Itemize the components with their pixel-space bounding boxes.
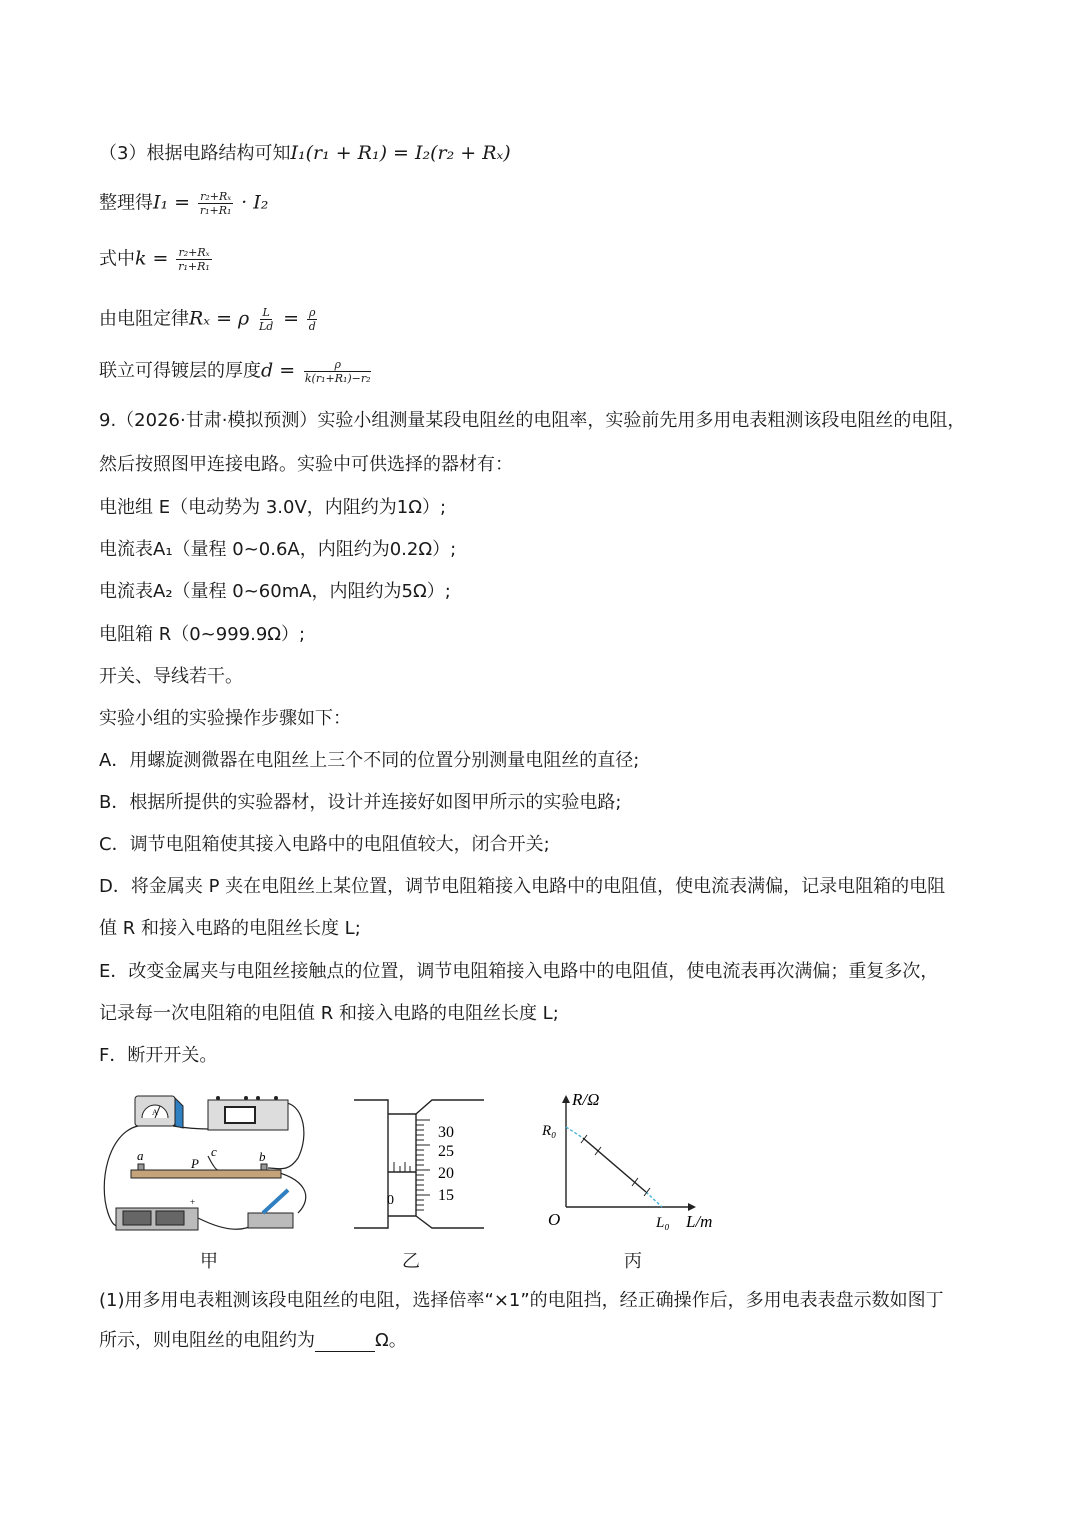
subquestion-1-line-2	[99, 1330, 407, 1352]
law-fraction-2	[307, 306, 318, 333]
step-c: C．调节电阻箱使其接入电路中的电阻值较大，闭合开关;	[99, 834, 550, 855]
fraction-denominator: Ld	[258, 320, 274, 333]
figure-jia-circuit	[98, 1088, 318, 1238]
step-d-line-1: D．将金属夹 P 夹在电阻丝上某位置，调节电阻箱接入电路中的电阻值，使电流表满偏，记录电阻箱的电阻	[99, 876, 946, 897]
fit-line	[583, 1138, 646, 1192]
solution-step3-equation: I₁(r₁ + R₁) = I₂(r₂ + Rₓ)	[290, 142, 511, 164]
terminal-b-label: b	[259, 1149, 266, 1164]
solution-k-definition	[99, 246, 214, 273]
fraction-denominator: d	[308, 320, 316, 333]
equipment-ammeter-a2: 电流表A₂（量程 0~60mA，内阻约为5Ω）;	[99, 581, 451, 602]
equipment-resistance-box: 电阻箱 R（0~999.9Ω）;	[99, 624, 306, 645]
law-equals: =	[283, 307, 299, 330]
law-fraction-1	[257, 306, 275, 333]
k-prefix: 式中	[99, 248, 135, 270]
rearrange-prefix: 整理得	[99, 192, 153, 214]
step-b: B．根据所提供的实验器材，设计并连接好如图甲所示的实验电路;	[99, 792, 622, 813]
fraction-numerator: r₂+Rₓ	[200, 190, 232, 203]
step-e-line-1: E．改变金属夹与电阻丝接触点的位置，调节电阻箱接入电路中的电阻值，使电流表再次满偏；重复多次，	[99, 961, 939, 982]
fraction-numerator: ρ	[304, 358, 370, 372]
equipment-misc: 开关、导线若干。	[99, 666, 243, 687]
step-a: A．用螺旋测微器在电阻丝上三个不同的位置分别测量电阻丝的直径;	[99, 750, 640, 771]
figure-bing-caption: 丙	[624, 1251, 642, 1272]
thickness-fraction	[303, 358, 373, 385]
battery-plus-label: +	[190, 1197, 196, 1207]
thickness-lhs: d =	[261, 359, 296, 382]
thimble-label-30: 30	[438, 1124, 454, 1141]
step-f: F．断开开关。	[99, 1045, 218, 1066]
ammeter-label: A	[152, 1108, 158, 1117]
x-axis-arrow-icon	[688, 1203, 696, 1211]
clip-p-label: P	[191, 1156, 199, 1171]
equipment-ammeter-a1: 电流表A₁（量程 0~0.6A，内阻约为0.2Ω）;	[99, 539, 457, 560]
question-intro-line-2: 然后按照图甲连接电路。实验中可供选择的器材有：	[99, 454, 513, 475]
y-axis-label: R/Ω	[572, 1090, 600, 1109]
fit-line-extension-right	[646, 1192, 662, 1207]
solution-step3	[99, 142, 511, 165]
fraction-denominator: r₁+R₁	[199, 204, 232, 217]
sleeve-zero-label: 0	[387, 1193, 394, 1208]
rearrange-lhs: I₁ =	[153, 191, 191, 214]
fraction-denominator: k(r₁+R₁)−r₂	[304, 372, 371, 385]
thimble-label-20: 20	[438, 1165, 454, 1182]
terminal-a-label: a	[137, 1148, 144, 1163]
answer-blank[interactable]	[315, 1333, 375, 1352]
solution-rearrange	[99, 190, 268, 217]
y-axis-arrow-icon	[562, 1095, 570, 1103]
equipment-battery: 电池组 E（电动势为 3.0V，内阻约为1Ω）;	[99, 497, 447, 518]
fraction-denominator: r₁+R₁	[178, 260, 210, 273]
thimble-label-25: 25	[438, 1143, 454, 1160]
rearrange-fraction	[198, 190, 234, 217]
fraction-numerator: r₂+Rₓ	[178, 246, 210, 259]
thimble-ticks	[416, 1120, 430, 1210]
steps-intro: 实验小组的实验操作步骤如下：	[99, 708, 351, 729]
subquestion-1-suffix: Ω。	[375, 1330, 407, 1351]
k-fraction	[176, 246, 212, 273]
question-intro-line-1: 9.（2026·甘肃·模拟预测）实验小组测量某段电阻丝的电阻率，实验前先用多用电表粗测该段电阻丝的电阻，	[99, 410, 966, 431]
solution-resistance-law	[99, 306, 320, 333]
point-c-label: c	[211, 1144, 217, 1159]
thimble-label-15: 15	[438, 1187, 454, 1204]
k-lhs: k =	[135, 247, 169, 270]
x-intercept-label: L₀	[656, 1215, 670, 1231]
law-prefix: 由电阻定律	[99, 308, 189, 330]
rearrange-tail: · I₂	[241, 191, 269, 214]
figure-bing-graph	[538, 1085, 728, 1235]
x-axis-label: L/m	[686, 1212, 713, 1231]
resistance-wire-board	[131, 1170, 281, 1178]
solution-step3-prefix: （3）根据电路结构可知	[99, 143, 291, 164]
fraction-numerator: ρ	[309, 306, 316, 319]
figure-yi-micrometer	[352, 1094, 492, 1234]
figure-yi-caption: 乙	[402, 1251, 420, 1272]
solution-thickness	[99, 358, 375, 385]
thickness-prefix: 联立可得镀层的厚度	[99, 360, 261, 382]
y-intercept-label: R₀	[542, 1123, 557, 1139]
fit-line-extension-left	[566, 1127, 583, 1138]
fraction-numerator: L	[262, 306, 270, 319]
step-e-line-2: 记录每一次电阻箱的电阻值 R 和接入电路的电阻丝长度 L;	[99, 1003, 559, 1024]
subquestion-1-prefix: 所示，则电阻丝的电阻约为	[99, 1330, 315, 1351]
figure-jia-caption: 甲	[200, 1251, 218, 1272]
law-lhs: Rₓ = ρ	[189, 307, 250, 330]
origin-label: O	[548, 1210, 561, 1229]
subquestion-1-line-1: (1)用多用电表粗测该段电阻丝的电阻，选择倍率“×1”的电阻挡，经正确操作后，多用电表表盘示数如图丁	[99, 1290, 944, 1311]
switch-icon	[248, 1213, 293, 1228]
sleeve-ticks	[394, 1162, 410, 1172]
step-d-line-2: 值 R 和接入电路的电阻丝长度 L;	[99, 918, 361, 939]
